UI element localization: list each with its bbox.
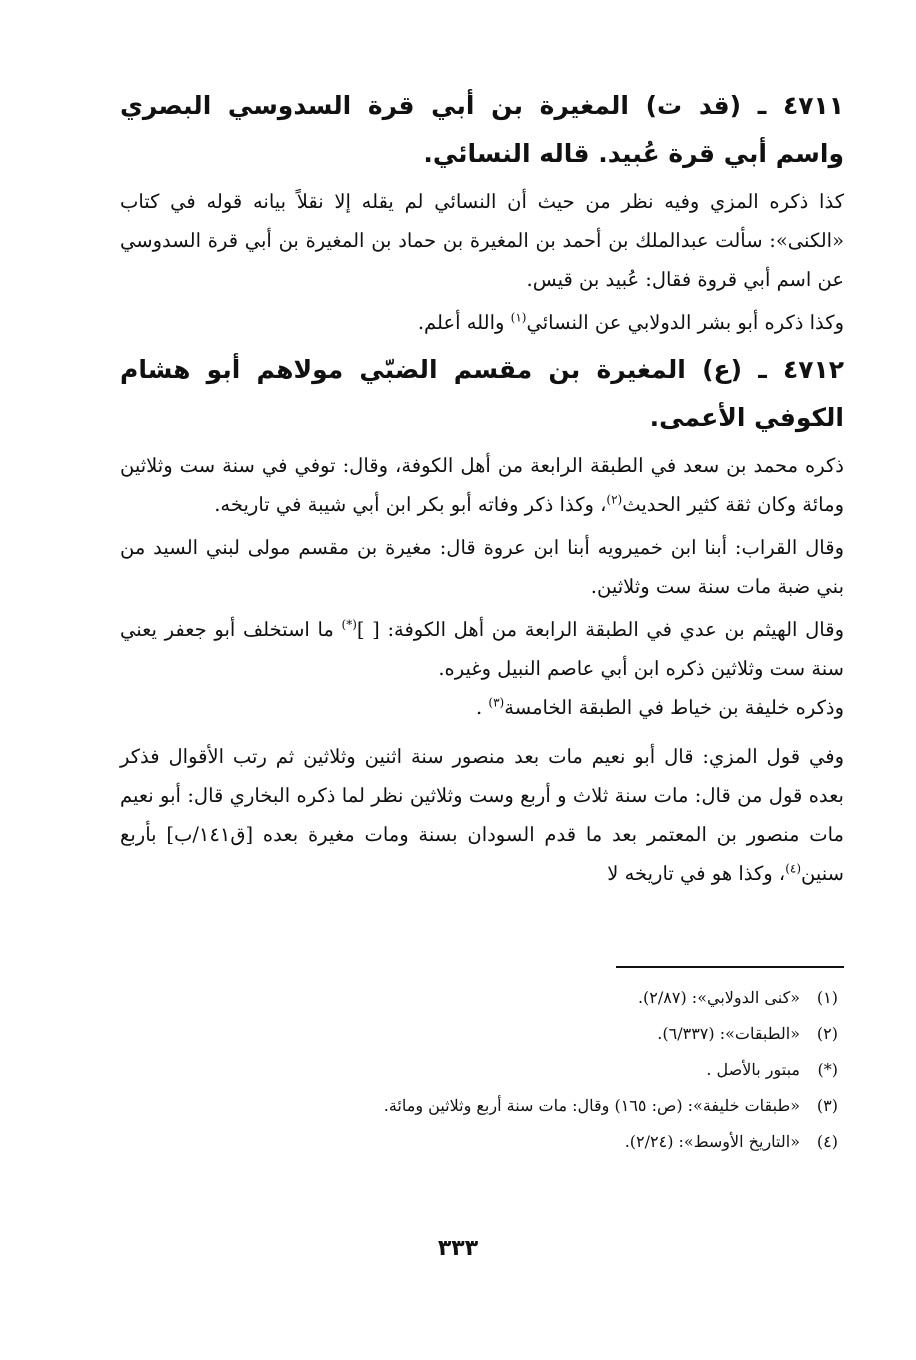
footnote-separator <box>616 966 844 968</box>
paragraph-text: ، وكذا ذكر وفاته أبو بكر ابن أبي شيبة في تاريخه. <box>214 493 607 516</box>
footnotes <box>140 980 838 1160</box>
footnote-mark: (١) <box>816 988 838 1007</box>
footnote-text: «التاريخ الأوسط»: (٢/٢٤). <box>624 1132 800 1151</box>
footnote-mark: (٤) <box>816 1132 838 1151</box>
paragraph-text: وذكره خليفة بن خياط في الطبقة الخامسة <box>504 696 844 719</box>
paragraph-text: كذا ذكره المزي وفيه نظر من حيث أن النسائي لم يقله إلا نقلاً بيانه قوله في كتاب «الكنى»: سألت عبدالملك بن أحمد بن المغيرة بن حماد بن المغيرة بن أبي قرة السدوسي عن اسم أبي قروة فقال: عُبيد بن قيس. <box>120 190 844 291</box>
footnote-reference[interactable]: (٤) <box>785 861 802 876</box>
footnote-mark: (٣) <box>816 1096 838 1115</box>
footnote-text: «طبقات خليفة»: (ص: ١٦٥) وقال: مات سنة أربع وثلاثين ومائة. <box>383 1096 800 1115</box>
entry-4712-paragraph <box>120 610 844 688</box>
paragraph-text: وفي قول المزي: قال أبو نعيم مات بعد منصور سنة اثنين وثلاثين ثم رتب الأقوال فذكر بعده قول من قال: مات سنة ثلاث و أربع وست وثلاثين نظر لما ذكره البخاري قال: أبو نعيم مات منصور بن المعتمر بعد ما قدم السودان بسنة ومات مغيرة بعده [ق١٤١/ب] بأربع سنين <box>120 745 844 885</box>
page-number: ٣٣٣ <box>437 1236 479 1261</box>
paragraph-text: وقال الهيثم بن عدي في الطبقة الرابعة من أهل الكوفة: [ ] <box>356 618 844 641</box>
footnote-text: مبتور بالأصل . <box>706 1060 800 1079</box>
footnote-reference[interactable]: (٣) <box>488 695 505 710</box>
footnote-reference[interactable]: (١) <box>510 310 527 325</box>
entry-4712-paragraph <box>120 528 844 606</box>
footnote-mark: (*) <box>817 1060 838 1079</box>
entry-4712-paragraph <box>120 688 844 727</box>
footnote-item <box>140 1124 838 1160</box>
paragraph-text: ، وكذا هو في تاريخه لا <box>607 862 786 885</box>
footnote-text: «كنى الدولابي»: (٢/٨٧). <box>637 988 800 1007</box>
footnote-item <box>140 980 838 1016</box>
entry-4712-paragraph <box>120 446 844 524</box>
footnote-item <box>140 1052 838 1088</box>
page-body <box>120 82 844 897</box>
entry-4712-paragraph <box>120 737 844 893</box>
footnote-item <box>140 1088 838 1124</box>
footnote-item <box>140 1016 838 1052</box>
paragraph-text: والله أعلم. <box>417 311 511 334</box>
footnote-reference[interactable]: (*) <box>341 617 357 632</box>
footnote-text: «الطبقات»: (٦/٣٣٧). <box>657 1024 800 1043</box>
footnote-reference[interactable]: (٢) <box>606 492 623 507</box>
paragraph-text: وقال القراب: أبنا ابن خميرويه أبنا ابن عروة قال: مغيرة بن مقسم مولى لبني السيد من بني ضبة مات سنة ست وثلاثين. <box>120 536 844 598</box>
paragraph-text: وكذا ذكره أبو بشر الدولابي عن النسائي <box>526 311 844 334</box>
entry-4711-paragraph <box>120 303 844 342</box>
entry-4711-paragraph <box>120 182 844 299</box>
paragraph-text: ذكره محمد بن سعد في الطبقة الرابعة من أهل الكوفة، وقال: توفي في سنة ست وثلاثين ومائة وكان ثقة كثير الحديث <box>120 454 844 516</box>
footnote-mark: (٢) <box>816 1024 838 1043</box>
paragraph-text: . <box>476 696 489 719</box>
entry-title-4711: ٤٧١١ ـ (قد ت) المغيرة بن أبي قرة السدوسي البصري واسم أبي قرة عُبيد. قاله النسائي. <box>120 91 844 168</box>
entry-title-4712: ٤٧١٢ ـ (ع) المغيرة بن مقسم الضبّي مولاهم أبو هشام الكوفي الأعمى. <box>120 355 844 432</box>
paragraph-text: ما استخلف أبو جعفر يعني سنة ست وثلاثين ذكره ابن أبي عاصم النبيل وغيره. <box>120 618 844 680</box>
